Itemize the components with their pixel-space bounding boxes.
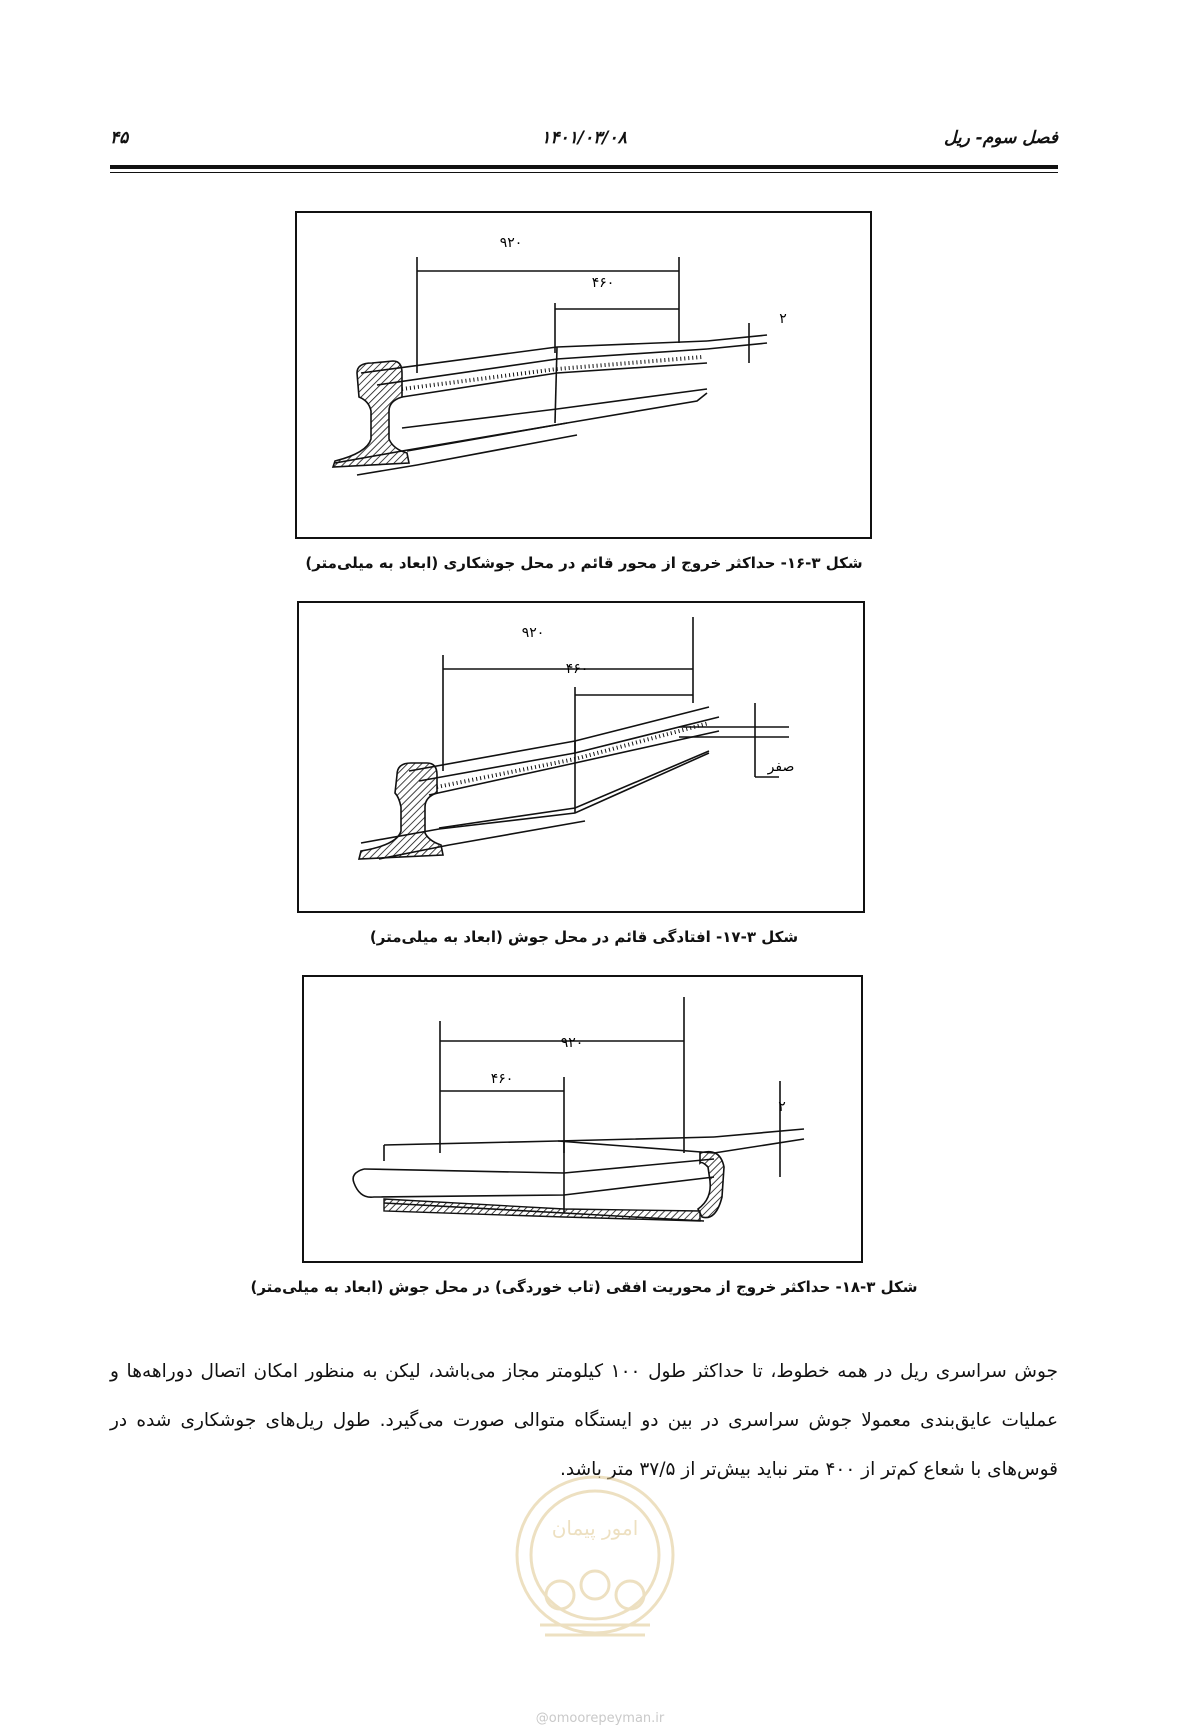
figure-3-18 <box>302 975 863 1263</box>
header-rule-thin <box>110 172 1058 173</box>
rail-horizontal-misalignment-drawing <box>304 977 861 1261</box>
dimension-460-label: ۴۶۰ <box>591 275 615 291</box>
rail-vertical-sag-drawing <box>299 603 863 911</box>
figure-3-16-caption: شکل ۳-۱۶- حداکثر خروج از محور قائم در محل جوشکاری (ابعاد به میلی‌متر) <box>305 554 863 572</box>
page-number: ۴۵ <box>110 128 129 148</box>
dimension-920-label: ۹۲۰ <box>560 1035 584 1051</box>
header-date: ۱۴۰۱/۰۳/۰۸ <box>541 128 627 148</box>
watermark-url: @omoorepeyman.ir <box>535 1711 665 1726</box>
dimension-460-label: ۴۶۰ <box>490 1071 514 1087</box>
dimension-920-label: ۹۲۰ <box>521 625 545 641</box>
header-rule-thick <box>110 165 1058 169</box>
dimension-offset-label: ۲ <box>778 1099 786 1115</box>
figure-3-18-caption: شکل ۳-۱۸- حداکثر خروج از محوریت افقی (تاب خوردگی) در محل جوش (ابعاد به میلی‌متر) <box>250 1278 918 1296</box>
watermark-logo <box>500 1445 690 1725</box>
dimension-offset-label: ۲ <box>779 311 787 327</box>
dimension-460-label: ۴۶۰ <box>565 661 589 677</box>
figure-3-17-caption: شکل ۳-۱۷- افتادگی قائم در محل جوش (ابعاد به میلی‌متر) <box>369 928 799 946</box>
rail-vertical-misalignment-drawing <box>297 213 870 537</box>
figure-3-17 <box>297 601 865 913</box>
dimension-offset-label: صفر <box>767 759 795 775</box>
watermark-brand: امور پیمان <box>551 1516 639 1540</box>
body-paragraph: جوش سراسری ریل در همه خطوط، تا حداکثر طول ۱۰۰ کیلومتر مجاز می‌باشد، لیکن به منظور امکان اتصال دوراهه‌ها و عملیات عایق‌بندی معمولا جوش سراسری در بین دو ایستگاه متوالی صورت می‌گیرد. طول ریل‌های جوشکاری شده در قوس‌های با شعاع کم‌تر از ۴۰۰ متر نباید بیش‌تر از ۳۷/۵ متر باشد. <box>110 1360 1058 1480</box>
page-header <box>110 128 1058 156</box>
dimension-920-label: ۹۲۰ <box>499 235 523 251</box>
chapter-title: فصل سوم- ریل <box>943 128 1058 148</box>
figure-3-16 <box>295 211 872 539</box>
